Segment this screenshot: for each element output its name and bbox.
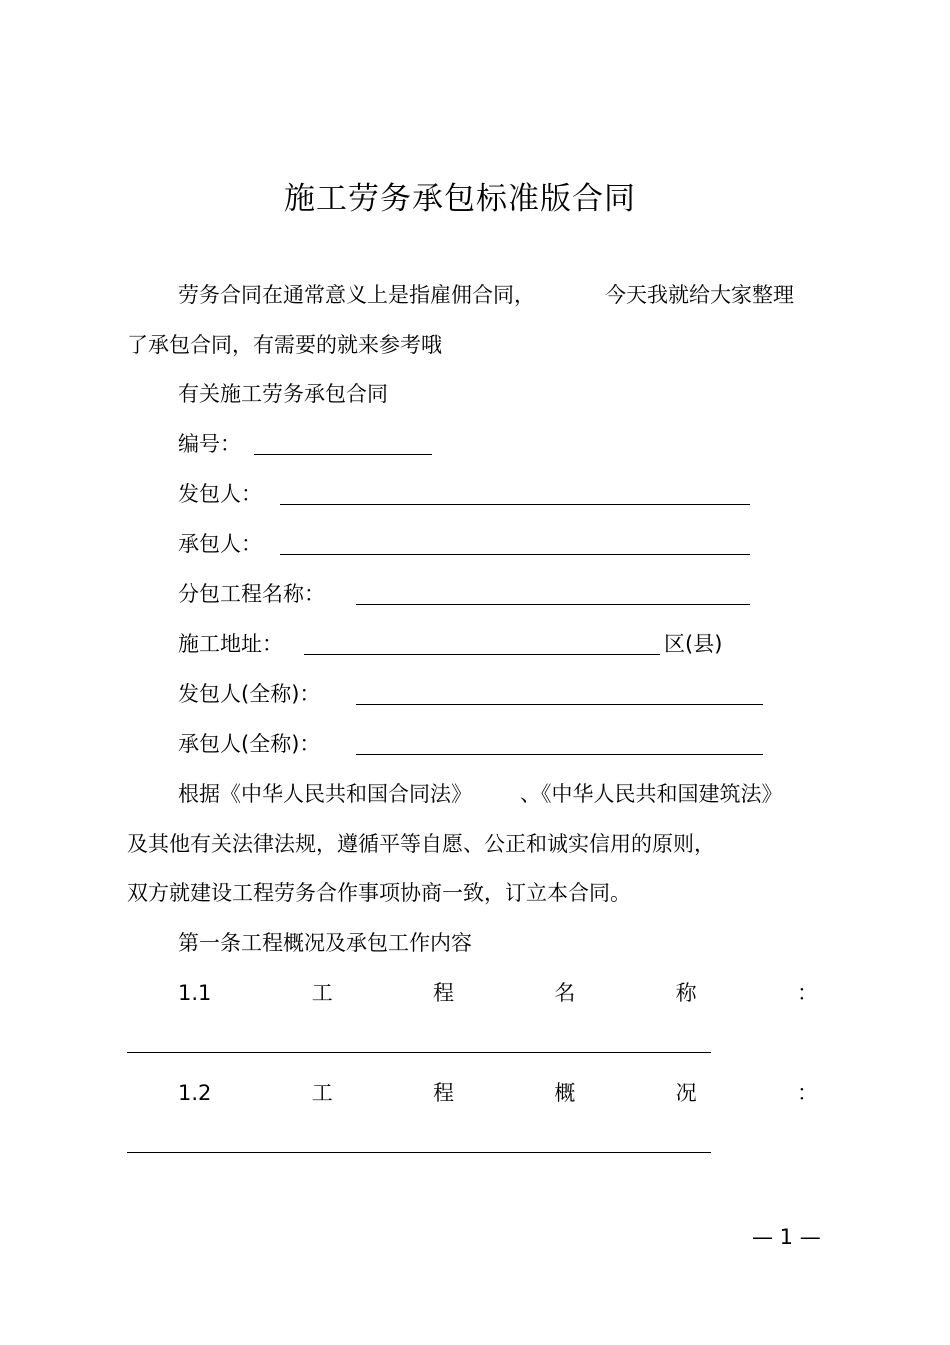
contractor-full-blank[interactable]: [356, 754, 763, 755]
item-1-2-colon: ：: [796, 1081, 818, 1105]
address-label: 施工地址：: [178, 632, 283, 656]
number-blank[interactable]: [254, 454, 432, 455]
item-1-2-char: 工: [311, 1081, 333, 1105]
subproject-blank[interactable]: [356, 604, 750, 605]
subproject-label: 分包工程名称：: [178, 582, 325, 606]
page-number: — 1 —: [752, 1225, 821, 1249]
intro-line-1b: 今天我就给大家整理: [605, 283, 794, 307]
article-1-heading: 第一条工程概况及承包工作内容: [178, 931, 472, 955]
item-1-1-colon: ：: [796, 981, 818, 1005]
item-1-1-char: 名: [554, 981, 576, 1005]
contractor-blank[interactable]: [280, 554, 750, 555]
contract-subtitle: 有关施工劳务承包合同: [178, 382, 388, 406]
number-label: 编号：: [178, 432, 241, 456]
item-1-2-number: 1.2: [178, 1081, 212, 1105]
basis-line-1a: 根据《中华人民共和国合同法》: [178, 782, 472, 806]
item-1-2-char: 程: [433, 1081, 455, 1105]
item-1-2-char: 况: [675, 1081, 697, 1105]
contractor-label: 承包人：: [178, 532, 262, 556]
item-1-1-char: 工: [311, 981, 333, 1005]
document-title: 施工劳务承包标准版合同: [284, 181, 636, 217]
basis-line-2: 及其他有关法律法规，遵循平等自愿、公正和诚实信用的原则，: [127, 832, 715, 856]
item-1-1-char: 称: [675, 981, 697, 1005]
intro-line-2: 了承包合同，有需要的就来参考哦: [127, 333, 442, 357]
basis-line-3: 双方就建设工程劳务合作事项协商一致，订立本合同。: [127, 881, 631, 905]
item-1-1-blank[interactable]: [127, 1052, 711, 1053]
item-1-2-char: 概: [554, 1081, 576, 1105]
item-1-2: [178, 1078, 818, 1108]
contractor-full-label: 承包人(全称)：: [178, 732, 321, 756]
item-1-1: [178, 978, 818, 1008]
employer-label: 发包人：: [178, 482, 262, 506]
employer-blank[interactable]: [280, 504, 750, 505]
intro-line-1a: 劳务合同在通常意义上是指雇佣合同，: [178, 283, 535, 307]
employer-full-blank[interactable]: [356, 704, 763, 705]
address-suffix: 区(县): [664, 632, 723, 656]
basis-line-1b: 、《中华人民共和国建筑法》: [520, 782, 783, 806]
employer-full-label: 发包人(全称)：: [178, 682, 321, 706]
item-1-2-blank[interactable]: [127, 1152, 711, 1153]
item-1-1-char: 程: [433, 981, 455, 1005]
item-1-1-number: 1.1: [178, 981, 212, 1005]
address-blank[interactable]: [304, 654, 660, 655]
